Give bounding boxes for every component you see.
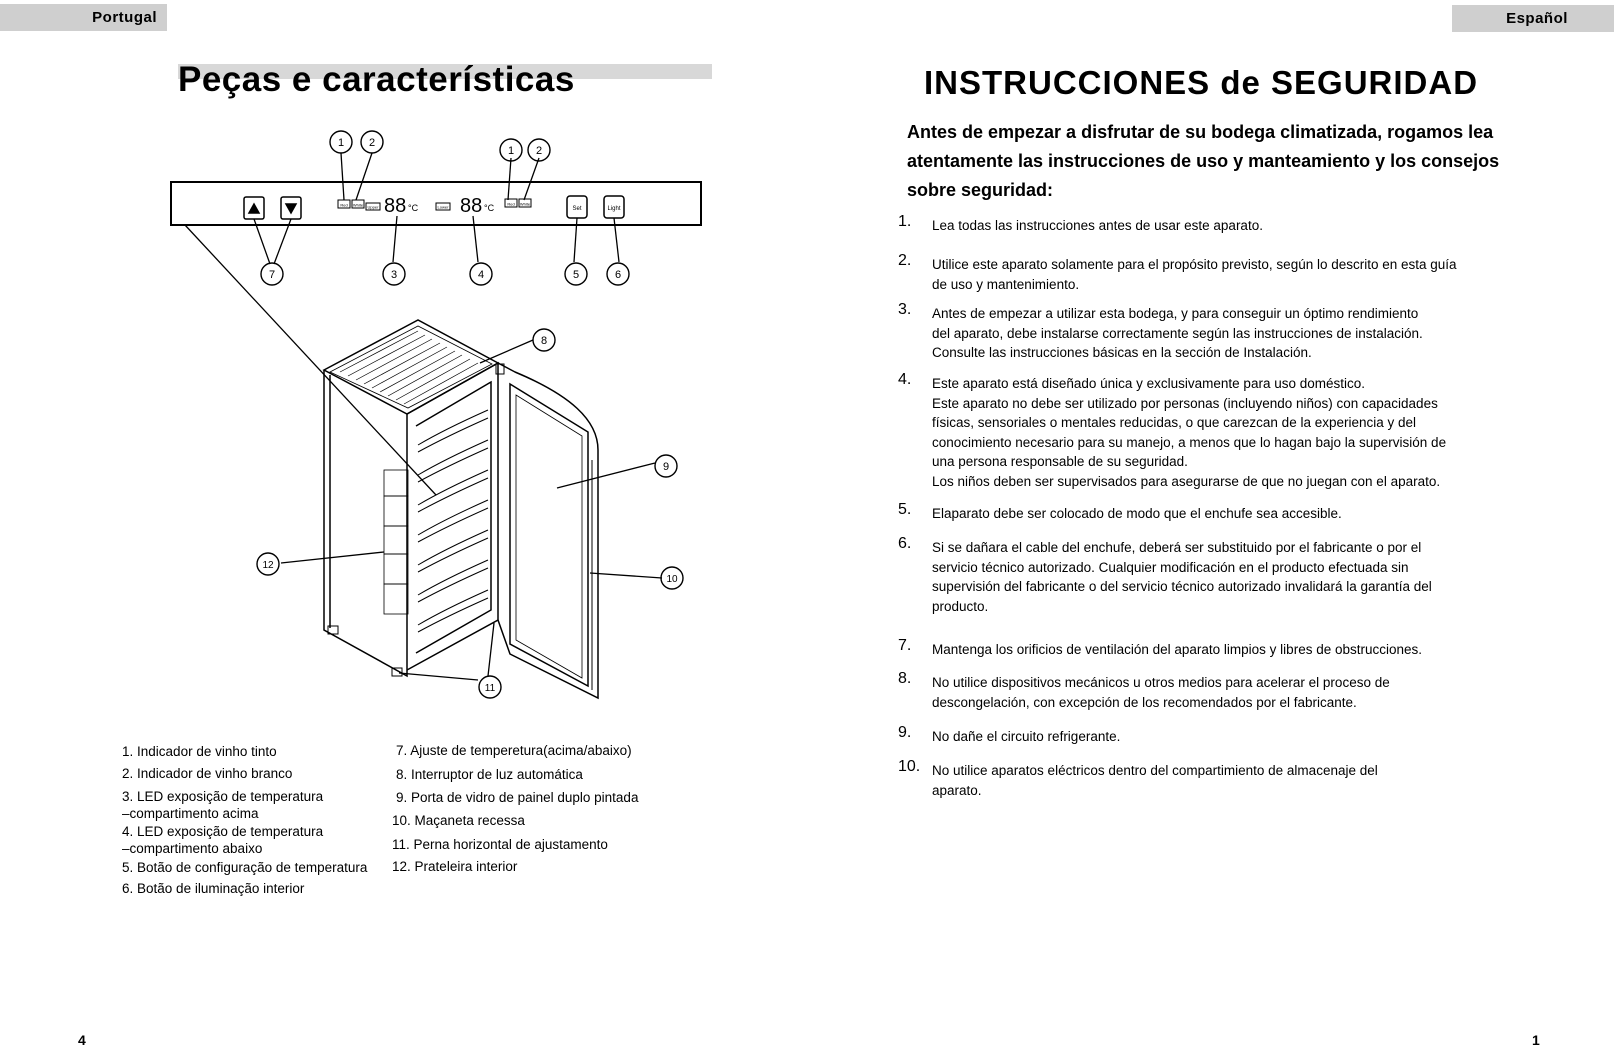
upper-temp-display: 88	[384, 195, 407, 217]
legend-item	[396, 766, 696, 783]
legend-item	[396, 742, 696, 759]
lower-temp-display: 88	[460, 195, 483, 217]
rule-number: 1.	[898, 213, 912, 230]
arrow-down-icon	[286, 204, 296, 213]
rule-text: Utilice este aparato solamente para el propósito previsto, según lo descrito en esta guía de uso y mantenimiento.	[932, 257, 1457, 292]
callout-label-12: 12	[262, 560, 274, 571]
page-number-right: 1	[1532, 1032, 1540, 1048]
rule-text: Antes de empezar a utilizar esta bodega, y para conseguir un óptimo rendimiento del aparato, debe instalarse correctamente según las instrucciones de instalación. Consulte las instrucciones básicas en la sección de Instalación.	[932, 306, 1423, 360]
callout-label-6: 6	[614, 269, 622, 281]
legend-item-text: Perna horizontal de ajustamento	[413, 837, 608, 852]
cabinet	[324, 320, 598, 698]
callout-label-9: 9	[662, 461, 670, 473]
legend-item	[122, 788, 392, 822]
rule-text: Mantenga los orificios de ventilación del aparato limpios y libres de obstrucciones.	[932, 642, 1423, 657]
rule-text: Lea todas las instrucciones antes de usar este aparato.	[932, 218, 1263, 233]
legend-item-number: 6.	[122, 881, 134, 896]
legend-item-text: Prateleira interior	[414, 859, 518, 874]
rule-text: No utilice aparatos eléctricos dentro del compartimiento de almacenaje del aparato.	[932, 763, 1378, 798]
rule-number: 10.	[898, 758, 921, 775]
callout-label-7: 7	[268, 269, 276, 281]
legend-item-text: LED exposição de temperatura –compartimento acima	[122, 789, 324, 821]
legend-item-text: Botão de iluminação interior	[137, 881, 305, 896]
legend-item	[122, 743, 392, 760]
legend-item	[392, 836, 692, 853]
legend-item-number: 7.	[396, 743, 408, 758]
rule-text: Este aparato está diseñado única y exclusivamente para uso doméstico. Este aparato no debe ser utilizado por personas (incluyendo niños) con capacidades físicas, sensoriales o mentales reducidas, o que carezcan de la experiencia y del conocimiento necesario para su manejo, a menos que lo hagan bajo la supervisión de una persona responsable de su seguridad. Los niños deben ser supervisados para asegurarse de que no juegan con el aparato.	[932, 376, 1447, 489]
rule-text: Elaparato debe ser colocado de modo que el enchufe sea accesible.	[932, 506, 1342, 521]
wine-cooler-diagram	[160, 125, 720, 705]
legend-item-text: Indicador de vinho branco	[137, 766, 293, 781]
page-title-parts: Peças e características	[178, 60, 575, 99]
callout-label-3: 3	[390, 269, 398, 281]
legend-item-number: 2.	[122, 766, 134, 781]
legend-item	[122, 859, 392, 876]
safety-intro: Antes de empezar a disfrutar de su bodega climatizada, rogamos lea atentamente las instrucciones de uso y manteamiento y los consejos sobre seguridad:	[907, 122, 1500, 200]
callout-leaders	[185, 153, 662, 680]
rule-number: 8.	[898, 670, 912, 687]
page-number-left: 4	[78, 1032, 86, 1048]
legend-item-text: Indicador de vinho tinto	[137, 744, 277, 759]
legend-item-number: 10.	[392, 813, 411, 828]
callout-label-4: 4	[477, 269, 485, 281]
legend-item-text: Botão de configuração de temperatura	[137, 860, 368, 875]
legend-item	[396, 789, 696, 806]
rule-number: 7.	[898, 637, 912, 654]
rule-number: 6.	[898, 535, 912, 552]
legend-item	[122, 823, 392, 857]
rule-number: 5.	[898, 501, 912, 518]
legend-item-number: 1.	[122, 744, 134, 759]
callout-label-8: 8	[540, 335, 548, 347]
white-indicator-label: White	[352, 202, 364, 208]
rule-text: No dañe el circuito refrigerante.	[932, 729, 1121, 744]
legend-item-text: Porta de vidro de painel duplo pintada	[411, 790, 639, 805]
rule-number: 2.	[898, 252, 912, 269]
rule-text: No utilice dispositivos mecánicos u otros medios para acelerar el proceso de descongelación, con excepción de los recomendados por el fabricante.	[932, 675, 1390, 710]
legend-item	[392, 812, 692, 829]
arrow-up-icon	[249, 204, 259, 213]
upper-indicator-label: Upper	[367, 204, 379, 210]
legend-item	[392, 858, 692, 875]
lower-temp-unit: °C	[484, 203, 495, 213]
white-indicator-lower-label: White	[519, 201, 531, 207]
callout-label-1b: 1	[507, 145, 515, 157]
page-title-safety: INSTRUCCIONES de SEGURIDAD	[924, 64, 1479, 101]
language-tab-portugal: Portugal	[0, 4, 167, 31]
upper-temp-unit: °C	[408, 203, 419, 213]
callout-label-5: 5	[572, 269, 580, 281]
rule-number: 9.	[898, 724, 912, 741]
rule-number: 3.	[898, 301, 912, 318]
legend-item	[122, 765, 392, 782]
legend-item-text: Interruptor de luz automática	[411, 767, 583, 782]
rule-text: Si se dañara el cable del enchufe, deberá ser substituido por el fabricante o por el servicio técnico autorizado. Cualquier modificación en el producto efectuada sin supervisión del fabricante o del servicio técnico autorizado invalidará la garantía del producto.	[932, 540, 1432, 614]
legend-item-text: LED exposição de temperatura –compartimento abaixo	[122, 824, 324, 856]
legend-item-text: Ajuste de tempereturа(acima/abaixo)	[410, 743, 632, 758]
legend-item-number: 4.	[122, 824, 134, 839]
legend-item-number: 11.	[392, 837, 410, 852]
red-indicator-label: Red	[340, 202, 348, 208]
rule-number: 4.	[898, 371, 912, 388]
callout-label-1a: 1	[337, 137, 345, 149]
callout-label-2a: 2	[368, 137, 376, 149]
legend-item-number: 9.	[396, 790, 408, 805]
callout-label-10: 10	[666, 574, 678, 585]
language-tab-espanol: Español	[1452, 5, 1614, 32]
red-indicator-lower-label: Red	[507, 201, 515, 207]
legend-item-text: Maçaneta recessa	[414, 813, 525, 828]
callout-label-2b: 2	[535, 145, 543, 157]
lower-indicator-label: Lower	[437, 204, 449, 210]
legend-item-number: 12.	[392, 859, 411, 874]
set-button-label: Set	[572, 206, 582, 212]
legend-item-number: 8.	[396, 767, 408, 782]
callout-label-11: 11	[484, 683, 496, 694]
legend-item	[122, 880, 392, 897]
light-button-label: Light	[607, 206, 621, 212]
legend-item-number: 5.	[122, 860, 134, 875]
legend-item-number: 3.	[122, 789, 134, 804]
